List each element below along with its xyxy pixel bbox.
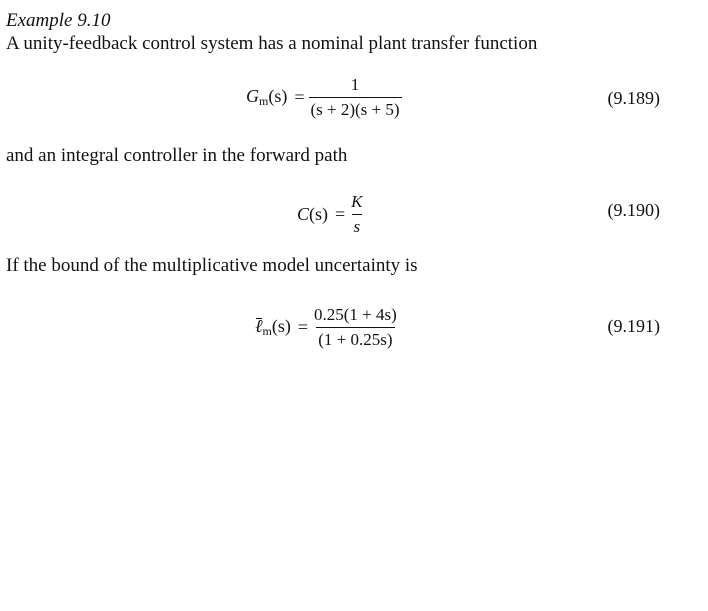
intro-paragraph: A unity-feedback control system has a nominal plant transfer function [6,33,538,54]
lhs-argument: (s) [271,316,291,336]
fraction [312,305,399,350]
lhs-symbol: C [297,204,310,224]
fraction-denominator: (s + 2)(s + 5) [309,97,402,120]
equals-sign: = [294,87,305,107]
lhs-symbol: G [246,86,259,106]
controller-paragraph: and an integral controller in the forward path [6,145,348,166]
equation-number: (9.191) [607,316,660,336]
equals-sign: = [297,317,308,337]
uncertainty-bound-equation [255,305,399,350]
uncertainty-paragraph: If the bound of the multiplicative model uncertainty is [6,255,418,276]
lhs-symbol: ℓ [255,316,263,336]
fraction [349,192,364,237]
example-heading: Example 9.10 [6,10,111,31]
equals-sign: = [335,204,346,224]
lhs-argument: (s) [268,86,288,106]
controller-equation [297,192,365,237]
equation-lhs [246,86,287,109]
fraction-numerator: 1 [350,75,360,94]
fraction-numerator: K [351,192,363,211]
lhs-subscript: m [262,324,272,338]
fraction-denominator: s [352,214,363,237]
lhs-argument: (s) [309,204,329,224]
equation-lhs [255,316,291,339]
fraction-denominator: (1 + 0.25s) [316,327,394,350]
fraction [309,75,402,120]
equation-number: (9.189) [607,88,660,108]
fraction-numerator: 0.25(1 + 4s) [314,305,397,324]
equation-number: (9.190) [607,200,660,220]
equation-lhs [297,204,328,225]
plant-transfer-function-equation [246,75,402,120]
lhs-subscript: m [259,94,269,108]
